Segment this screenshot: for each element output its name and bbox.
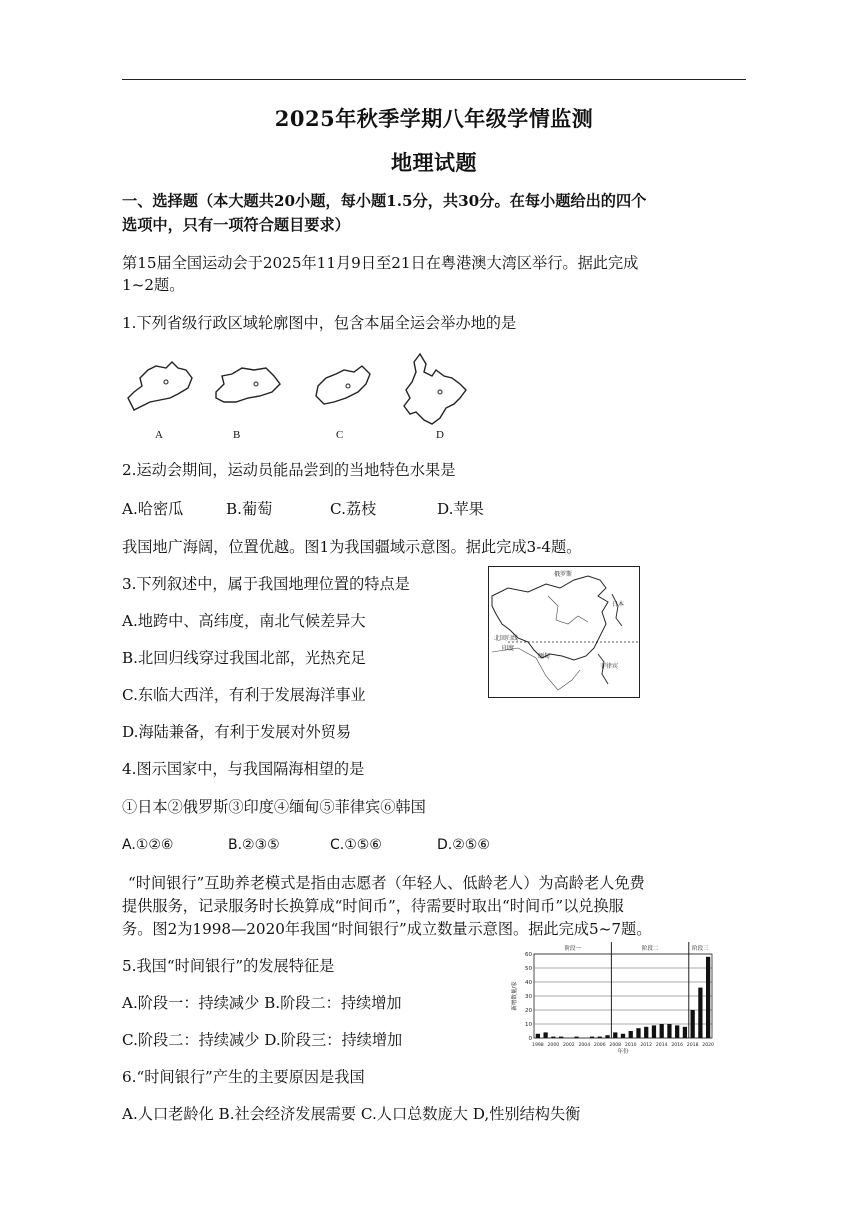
intro3-line3: 务。图2为1998—2020年我国“时间银行”成立数量示意图。据此完成5~7题。 xyxy=(122,920,652,938)
y-tick-label: 60 xyxy=(525,952,532,958)
bar-2000 xyxy=(551,1037,555,1038)
bar-2005 xyxy=(590,1037,594,1038)
q5-options-row2: C.阶段二：持续减少 D.阶段三：持续增加 xyxy=(122,1031,403,1049)
x-tick-label: 2016 xyxy=(671,1043,684,1048)
stage-label: 阶段三 xyxy=(692,946,709,952)
x-tick-label: 2020 xyxy=(702,1043,714,1048)
q2-option-d: D.苹果 xyxy=(437,500,484,518)
bar-1999 xyxy=(543,1032,547,1038)
x-tick-label: 2010 xyxy=(624,1043,637,1048)
time-bank-bar-chart xyxy=(510,942,718,1054)
q2-option-c: C.荔枝 xyxy=(330,500,377,518)
q2-option-b: B.葡萄 xyxy=(226,500,273,518)
x-axis-title: 年份 xyxy=(617,1049,629,1055)
bar-2010 xyxy=(629,1031,633,1038)
bar-2015 xyxy=(667,1024,671,1038)
q5-stem: 5.我国“时间银行”的发展特征是 xyxy=(122,957,335,975)
x-tick-label: 2018 xyxy=(686,1043,699,1048)
section-heading-line2: 选项中，只有一项符合题目要求） xyxy=(122,216,350,234)
x-tick-label: 2006 xyxy=(593,1043,606,1048)
bar-2006 xyxy=(598,1037,602,1038)
y-tick-label: 30 xyxy=(525,994,532,1000)
q4-option-d: D.②⑤⑥ xyxy=(437,837,490,853)
china-territory-map xyxy=(488,566,640,698)
y-tick-label: 40 xyxy=(525,980,532,986)
exam-title: 2025年秋季学期八年级学情监测 xyxy=(274,106,594,131)
map-label-philippines: 菲律宾 xyxy=(600,663,619,670)
q1-label-a: A xyxy=(155,429,163,441)
exam-subtitle: 地理试题 xyxy=(391,150,477,175)
bar-2007 xyxy=(605,1035,609,1038)
q4-choices: ①日本②俄罗斯③印度④缅甸⑤菲律宾⑥韩国 xyxy=(122,798,426,816)
q3-option-d: D.海陆兼备，有利于发展对外贸易 xyxy=(122,723,352,741)
stage-label: 阶段二 xyxy=(641,946,659,952)
q1-label-c: C xyxy=(336,429,344,441)
bar-2009 xyxy=(621,1034,625,1038)
bar-2013 xyxy=(652,1025,656,1038)
q1-stem: 1.下列省级行政区域轮廓图中，包含本届全运会举办地的是 xyxy=(122,314,517,332)
map-label-india: 印度 xyxy=(502,645,515,652)
x-tick-label: 2004 xyxy=(578,1043,591,1048)
x-tick-label: 2002 xyxy=(562,1043,575,1048)
x-tick-label: 1998 xyxy=(532,1043,544,1048)
map-label-myanmar: 缅甸 xyxy=(538,653,551,660)
q1-label-b: B xyxy=(233,429,241,441)
province-outline-c xyxy=(316,366,370,404)
bar-2019 xyxy=(698,988,702,1038)
q3-option-a: A.地跨中、高纬度，南北气候差异大 xyxy=(122,612,366,630)
bar-2017 xyxy=(683,1027,687,1038)
y-tick-label: 50 xyxy=(525,966,532,972)
x-tick-label: 2008 xyxy=(609,1043,622,1048)
q3-stem: 3.下列叙述中，属于我国地理位置的特点是 xyxy=(122,575,410,593)
map-label-russia: 俄罗斯 xyxy=(554,571,573,578)
y-axis-title: 新增数量/家 xyxy=(512,981,518,1011)
q4-stem: 4.图示国家中，与我国隔海相望的是 xyxy=(122,760,365,778)
q3-option-b: B.北回归线穿过我国北部，光热充足 xyxy=(122,649,366,667)
x-tick-label: 2012 xyxy=(640,1043,653,1048)
province-outlines-figure xyxy=(120,348,480,448)
map-label-japan: 日本 xyxy=(612,601,625,608)
q6-stem: 6.“时间银行”产生的主要原因是我国 xyxy=(122,1068,365,1086)
q4-option-a: A.①②⑥ xyxy=(122,837,174,853)
stage-label: 阶段一 xyxy=(564,946,581,952)
province-outline-d xyxy=(404,354,466,424)
bar-2014 xyxy=(660,1024,664,1038)
bar-2008 xyxy=(613,1032,617,1038)
q4-option-b: B.②③⑤ xyxy=(228,837,280,853)
intro1-line1: 第15届全国运动会于2025年11月9日至21日在粤港澳大湾区举行。据此完成 xyxy=(122,254,639,272)
bar-2001 xyxy=(559,1037,563,1038)
province-outline-b xyxy=(216,368,280,402)
q3-option-c: C.东临大西洋，有利于发展海洋事业 xyxy=(122,686,366,704)
q2-option-a: A.哈密瓜 xyxy=(122,500,184,518)
q1-label-d: D xyxy=(436,429,444,441)
q2-stem: 2.运动会期间，运动员能品尝到的当地特色水果是 xyxy=(122,461,456,479)
bar-2016 xyxy=(675,1025,679,1038)
q4-option-c: C.①⑤⑥ xyxy=(330,837,382,853)
x-tick-label: 2014 xyxy=(655,1043,668,1048)
y-tick-label: 0 xyxy=(528,1036,532,1042)
intro1-line2: 1~2题。 xyxy=(122,276,185,294)
map-label-tropic: 北回归线 xyxy=(494,635,519,642)
q6-options: A.人口老龄化 B.社会经济发展需要 C.人口总数庞大 D,性别结构失衡 xyxy=(122,1105,581,1123)
section-heading-line1: 一、选择题（本大题共20小题，每小题1.5分，共30分。在每小题给出的四个 xyxy=(122,192,647,210)
y-tick-label: 10 xyxy=(525,1022,532,1028)
q5-options-row1: A.阶段一：持续减少 B.阶段二：持续增加 xyxy=(122,994,402,1012)
bar-2003 xyxy=(574,1037,578,1038)
bar-2011 xyxy=(636,1028,640,1038)
y-tick-label: 20 xyxy=(525,1008,532,1014)
x-tick-label: 2000 xyxy=(547,1043,560,1048)
top-rule xyxy=(122,79,746,80)
bar-2012 xyxy=(644,1027,648,1038)
province-outline-a xyxy=(128,362,192,410)
bar-2018 xyxy=(691,1010,695,1038)
bar-1998 xyxy=(536,1034,540,1038)
intro2: 我国地广海阔，位置优越。图1为我国疆域示意图。据此完成3-4题。 xyxy=(122,538,582,556)
bar-2020 xyxy=(706,957,710,1038)
intro3-line1: “时间银行”互助养老模式是指由志愿者（年轻人、低龄老人）为高龄老人免费 xyxy=(128,874,645,892)
intro3-line2: 提供服务，记录服务时长换算成“时间币”，待需要时取出“时间币”以兑换服 xyxy=(122,897,624,915)
